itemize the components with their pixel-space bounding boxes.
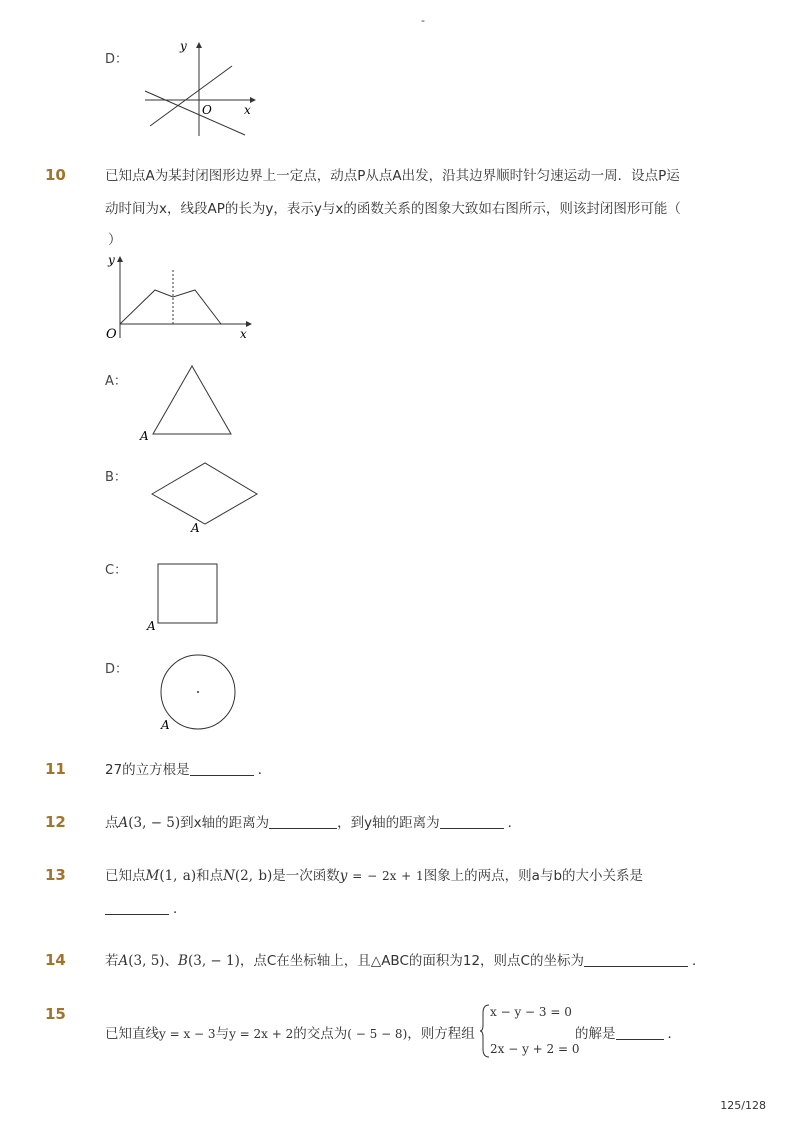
q9-option-d-label: D：: [105, 52, 129, 67]
q14-a: A: [118, 953, 129, 969]
q15-line-b: y = 2x + 2: [229, 1027, 294, 1041]
q10-line2: 动时间为x，线段AP的长为y，表示y与x的函数关系的图象大致如右图所示，则该封闭图形可能（: [105, 201, 681, 217]
q10-option-a-triangle: [138, 360, 238, 445]
q15-t2: 与: [215, 1026, 230, 1042]
q14-text: [105, 951, 705, 971]
q10-option-d-circle: [155, 650, 245, 735]
q13-fn-eq: = − 2x + 1: [347, 869, 424, 883]
q10-option-b-vertex: A: [191, 521, 200, 535]
q13-t5: ．: [173, 901, 187, 917]
q10-origin-label: O: [106, 327, 117, 342]
q14-answer-blank[interactable]: [584, 952, 688, 967]
header-mark: -: [421, 14, 425, 27]
page-number: 125/128: [720, 1099, 766, 1112]
q15-t6: ．: [667, 1026, 681, 1042]
q9-option-d-graph: [140, 38, 265, 138]
q9-origin-label: O: [202, 103, 212, 117]
q13-t3: 是一次函数: [272, 868, 340, 884]
q14-t3: ．: [691, 953, 706, 969]
q15-t5: 的解是: [575, 1026, 616, 1042]
q15-number: 15: [45, 1005, 66, 1023]
q12-number: 12: [45, 813, 66, 831]
q13-answer-blank[interactable]: [105, 900, 169, 915]
q13-pm-coords: (1, a): [159, 868, 197, 884]
q10-x-label: x: [240, 327, 247, 341]
q12-blank-1[interactable]: [269, 814, 337, 829]
q15-t4: ，则方程组: [407, 1026, 475, 1042]
q10-line1: 已知点A为某封闭图形边界上一定点，动点P从点A出发，沿其边界顺时针匀速运动一周．设点P运: [105, 168, 680, 184]
q15-line-a: y = x − 3: [159, 1027, 216, 1041]
q14-number: 14: [45, 951, 66, 969]
q10-option-c-label: C：: [105, 563, 128, 578]
q10-option-b-rhombus: [148, 458, 263, 536]
q13-line2: [105, 899, 187, 919]
q12-t4: ．: [507, 815, 522, 831]
q12-t1: 点: [105, 815, 119, 831]
q10-option-a-vertex: A: [140, 429, 149, 443]
q11-text-after: ．: [257, 762, 272, 778]
q14-sep: 、: [164, 953, 179, 969]
q10-option-a-label: A：: [105, 374, 127, 389]
q10-number: 10: [45, 166, 66, 184]
q13-pn-coords: (2, b): [234, 868, 273, 884]
q15-text: [105, 1024, 475, 1044]
q13-t4: 图象上的两点，则a与b的大小关系是: [423, 868, 644, 884]
q15-eq2: 2x − y + 2 = 0: [490, 1042, 580, 1056]
q10-y-label: y: [108, 253, 115, 267]
q11-text-before: 27的立方根是: [105, 762, 190, 778]
q12-t3: ，到y轴的距离为: [337, 815, 440, 831]
q15-t3: 的交点为: [293, 1026, 348, 1042]
q13-fn-var: y: [339, 868, 348, 884]
q14-b-coords: (3, − 1): [187, 953, 240, 969]
q14-a-coords: (3, 5): [128, 953, 165, 969]
q14-triangle: △ABC的面积为12，则点C的坐标为: [370, 953, 584, 969]
q14-t2: ，点C在坐标轴上，且: [239, 953, 371, 969]
q10-option-b-label: B：: [105, 470, 127, 485]
q12-t2: 到x轴的距离为: [180, 815, 270, 831]
q12-text: [105, 813, 521, 833]
q12-coords: (3, − 5): [128, 815, 181, 831]
q11-text: [105, 760, 271, 780]
q15-tail: [575, 1024, 681, 1044]
q13-t1: 已知点: [105, 868, 146, 884]
q12-point: A: [118, 815, 129, 831]
q10-function-graph: [100, 248, 255, 343]
q11-number: 11: [45, 760, 66, 778]
q9-y-label: y: [180, 39, 187, 53]
q10-option-c-square: [145, 560, 225, 635]
q10-option-d-vertex: A: [161, 718, 170, 732]
q11-answer-blank[interactable]: [190, 761, 254, 776]
q13-text: [105, 866, 643, 886]
q15-eq1: x − y − 3 = 0: [490, 1005, 572, 1019]
q10-option-d-label: D：: [105, 662, 129, 677]
q13-t2: 和点: [196, 868, 224, 884]
q10-line3: ）: [108, 232, 122, 248]
q13-pn: N: [223, 868, 235, 884]
q12-blank-2[interactable]: [440, 814, 504, 829]
q10-option-c-vertex: A: [147, 619, 156, 633]
q13-number: 13: [45, 866, 66, 884]
q15-point: ( − 5 − 8): [347, 1027, 408, 1041]
q9-x-label: x: [244, 103, 251, 117]
q13-pm: M: [145, 868, 160, 884]
q15-t1: 已知直线: [105, 1026, 159, 1042]
q15-answer-blank[interactable]: [616, 1025, 664, 1040]
q14-t1: 若: [105, 953, 119, 969]
q14-b: B: [178, 953, 188, 969]
